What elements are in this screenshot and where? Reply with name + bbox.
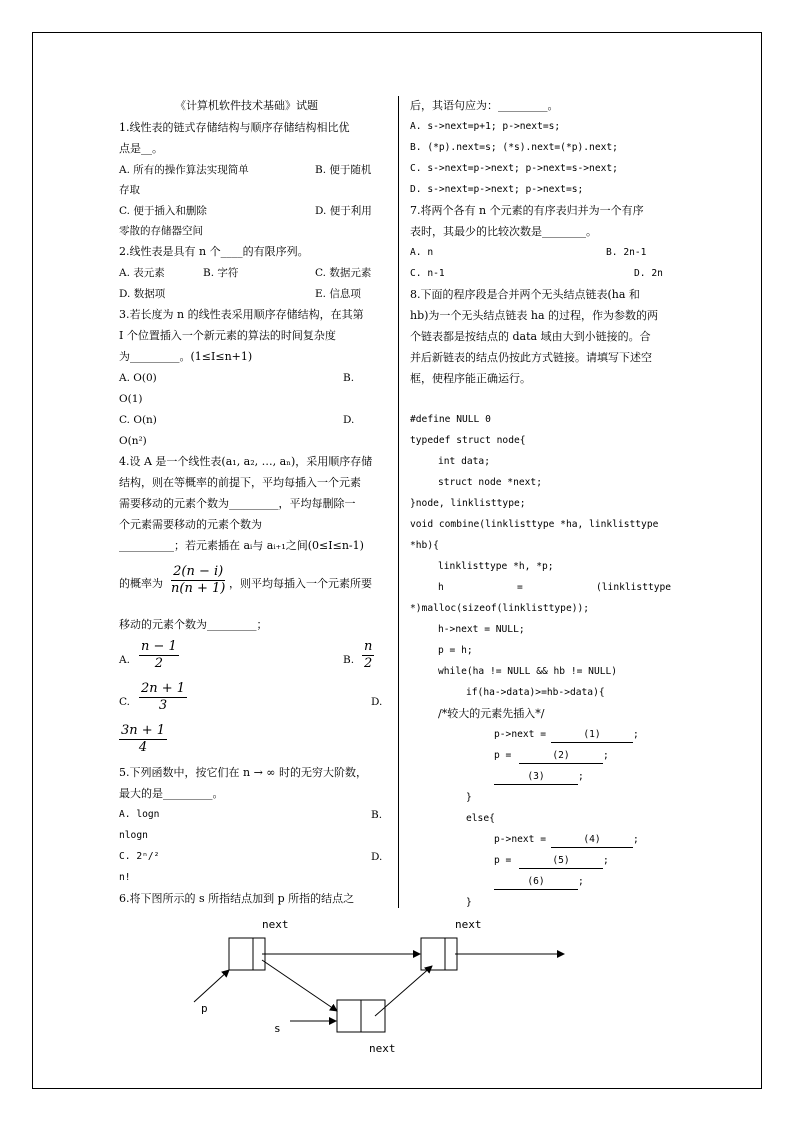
q2-option-d: D. 数据项 bbox=[119, 288, 166, 300]
code-line: p->next = bbox=[494, 729, 546, 740]
code-line: linklisttype *h, *p; bbox=[438, 561, 554, 572]
code-line: p->next = bbox=[494, 834, 546, 845]
q4-option-c-label: C. bbox=[119, 696, 130, 708]
q2-option-e: E. 信息项 bbox=[315, 288, 361, 300]
q6-option-b: B. (*p).next=s; (*s).next=(*p).next; bbox=[410, 142, 618, 153]
q7-line1: 7.将两个各有 n 个元素的有序表归并为一个有序 bbox=[410, 204, 644, 217]
code-line: *hb){ bbox=[410, 540, 439, 551]
q4-option-d-denominator: 4 bbox=[138, 740, 148, 755]
q4-option-d-fraction bbox=[119, 723, 167, 756]
code-line: if(ha->data)>=hb->data){ bbox=[466, 687, 605, 698]
q4-option-a-denominator: 2 bbox=[154, 656, 164, 671]
q7-option-d: D. 2n bbox=[634, 268, 663, 279]
q4-option-d-label: D. bbox=[371, 696, 383, 708]
code-line: else{ bbox=[466, 813, 495, 824]
q4-option-c-fraction bbox=[139, 681, 187, 714]
code-line: } bbox=[466, 792, 472, 803]
q3-option-c: C. O(n) bbox=[119, 414, 157, 426]
q3-line1: 3.若长度为 n 的线性表采用顺序存储结构，在其第 bbox=[119, 308, 364, 321]
q5-option-b-cont: nlogn bbox=[119, 830, 148, 841]
q1-option-b-cont: 存取 bbox=[119, 184, 140, 196]
q6-text: 6.将下图所示的 s 所指结点加到 p 所指的结点之 bbox=[119, 892, 355, 905]
code-line: int data; bbox=[438, 456, 490, 467]
code-line: h->next = NULL; bbox=[438, 624, 525, 635]
q1-option-c: C. 便于插入和删除 bbox=[119, 205, 207, 217]
q4-line1: 4.设 A 是一个线性表(a₁, a₂, …, aₙ)，采用顺序存储 bbox=[119, 455, 373, 468]
q3-option-b: B. bbox=[343, 372, 355, 384]
q7-line2: 表时，其最少的比较次数是________。 bbox=[410, 225, 597, 238]
q4-last-line: 移动的元素个数为_________； bbox=[119, 618, 268, 631]
q3-option-d: D. bbox=[343, 414, 355, 426]
q4-probability-fraction bbox=[171, 564, 225, 597]
code-line: h bbox=[438, 582, 444, 593]
code-line: while(ha != NULL && hb != NULL) bbox=[438, 666, 618, 677]
q8-line2: hb)为一个无头结点链表 ha 的过程，作为参数的两 bbox=[410, 309, 659, 322]
q4-option-b-denominator: 2 bbox=[364, 656, 373, 671]
q2-option-a: A. 表元素 bbox=[119, 267, 165, 279]
code-comment: /*较大的元素先插入*/ bbox=[438, 707, 545, 720]
q6-continuation: 后，其语句应为：_________。 bbox=[410, 99, 559, 112]
q4-line2: 结构，则在等概率的前提下，平均每插入一个元素 bbox=[119, 476, 361, 489]
q1-line2: 点是__。 bbox=[119, 142, 163, 155]
q2-text: 2.线性表是具有 n 个____的有限序列。 bbox=[119, 245, 309, 258]
q2-option-b: B. 字符 bbox=[203, 267, 239, 279]
q3-option-d-cont: O(n²) bbox=[119, 435, 147, 447]
blank-2: (2) ; bbox=[519, 749, 609, 764]
q1-option-d: D. 便于利用 bbox=[315, 205, 372, 217]
blank-1: (1) ; bbox=[551, 728, 639, 743]
exam-title: 《计算机软件技术基础》试题 bbox=[175, 99, 318, 112]
q4-line5: __________；若元素插在 aᵢ与 aᵢ₊₁之间(0≤I≤n-1) bbox=[119, 539, 364, 552]
q4-option-b-fraction bbox=[362, 639, 374, 672]
label-next-right: next bbox=[455, 918, 482, 931]
q4-option-a-label: A. bbox=[119, 654, 130, 666]
q6-option-a: A. s->next=p+1; p->next=s; bbox=[410, 121, 561, 132]
q2-option-c: C. 数据元素 bbox=[315, 267, 372, 279]
q5-line2: 最大的是_________。 bbox=[119, 787, 224, 800]
label-next-bottom: next bbox=[369, 1042, 396, 1055]
code-line: *)malloc(sizeof(linklisttype)); bbox=[410, 603, 590, 614]
code-line: struct node *next; bbox=[438, 477, 542, 488]
q4-option-a-fraction bbox=[139, 639, 179, 672]
q4-frac-denominator: n(n + 1) bbox=[171, 581, 226, 596]
q8-line1: 8.下面的程序段是合并两个无头结点链表(ha 和 bbox=[410, 288, 640, 301]
q1-option-d-cont: 零散的存储器空间 bbox=[119, 225, 203, 237]
label-p: p bbox=[201, 1002, 208, 1015]
q7-option-b: B. 2n-1 bbox=[606, 247, 647, 258]
q4-prob-prefix: 的概率为 bbox=[119, 577, 163, 590]
code-line: #define NULL 0 bbox=[410, 414, 491, 425]
column-divider bbox=[398, 96, 399, 908]
code-line: } bbox=[466, 897, 472, 908]
code-line: p = bbox=[494, 855, 512, 866]
code-line: void combine(linklisttype *ha, linklisttype bbox=[410, 519, 659, 530]
q4-prob-suffix: ，则平均每插入一个元素所要 bbox=[229, 577, 372, 590]
code-line: typedef struct node{ bbox=[410, 435, 526, 446]
q3-line2: I 个位置插入一个新元素的算法的时间复杂度 bbox=[119, 329, 336, 342]
blank-4: (4) ; bbox=[551, 833, 639, 848]
q4-option-c-numerator: 2n + 1 bbox=[141, 681, 186, 696]
blank-5: (5) ; bbox=[519, 854, 609, 869]
q6-option-c: C. s->next=p->next; p->next=s->next; bbox=[410, 163, 618, 174]
q4-option-c-denominator: 3 bbox=[158, 698, 168, 713]
q7-option-c: C. n-1 bbox=[410, 268, 445, 279]
q4-line4: 个元素需要移动的元素个数为 bbox=[119, 518, 262, 531]
q4-option-a-numerator: n − 1 bbox=[141, 639, 177, 654]
label-s: s bbox=[274, 1022, 281, 1035]
blank-6: (6) ; bbox=[494, 875, 584, 890]
q8-line4: 并后新链表的结点仍按此方式链接。请填写下述空 bbox=[410, 351, 652, 364]
code-line: }node, linklisttype; bbox=[410, 498, 526, 509]
q6-option-d: D. s->next=p->next; p->next=s; bbox=[410, 184, 584, 195]
q5-option-d-cont: n! bbox=[119, 872, 131, 883]
code-line: p = bbox=[494, 750, 512, 761]
code-line: p = h; bbox=[438, 645, 473, 656]
q5-option-d: D. bbox=[371, 851, 383, 863]
q3-line3: 为_________。(1≤I≤n+1) bbox=[119, 350, 253, 363]
q4-option-d-numerator: 3n + 1 bbox=[121, 723, 166, 738]
q1-option-a: A. 所有的操作算法实现简单 bbox=[119, 164, 249, 176]
q8-line5: 框，使程序能正确运行。 bbox=[410, 372, 531, 385]
q5-option-a: A. logn bbox=[119, 809, 160, 820]
blank-3: (3) ; bbox=[494, 770, 584, 785]
page-border bbox=[32, 32, 762, 1089]
q3-option-a: A. O(0) bbox=[119, 372, 157, 384]
q5-option-b: B. bbox=[371, 809, 383, 821]
q1-option-b: B. 便于随机 bbox=[315, 164, 372, 176]
q4-line3: 需要移动的元素个数为_________，平均每删除一 bbox=[119, 497, 356, 510]
label-next-left: next bbox=[262, 918, 289, 931]
q5-option-c: C. 2ⁿ/² bbox=[119, 851, 160, 862]
q4-frac-numerator: 2(n − i) bbox=[173, 564, 224, 579]
q4-option-b-label: B. bbox=[343, 654, 355, 666]
q1-line1: 1.线性表的链式存储结构与顺序存储结构相比优 bbox=[119, 121, 350, 134]
code-line: = bbox=[517, 582, 523, 593]
q8-line3: 个链表都是按结点的 data 域由大到小链接的。合 bbox=[410, 330, 651, 343]
q3-option-b-cont: O(1) bbox=[119, 393, 143, 405]
code-line: (linklisttype bbox=[596, 582, 672, 593]
q4-option-b-numerator: n bbox=[364, 639, 373, 654]
q7-option-a: A. n bbox=[410, 247, 434, 258]
q5-line1: 5.下列函数中，按它们在 n → ∞ 时的无穷大阶数， bbox=[119, 766, 367, 779]
